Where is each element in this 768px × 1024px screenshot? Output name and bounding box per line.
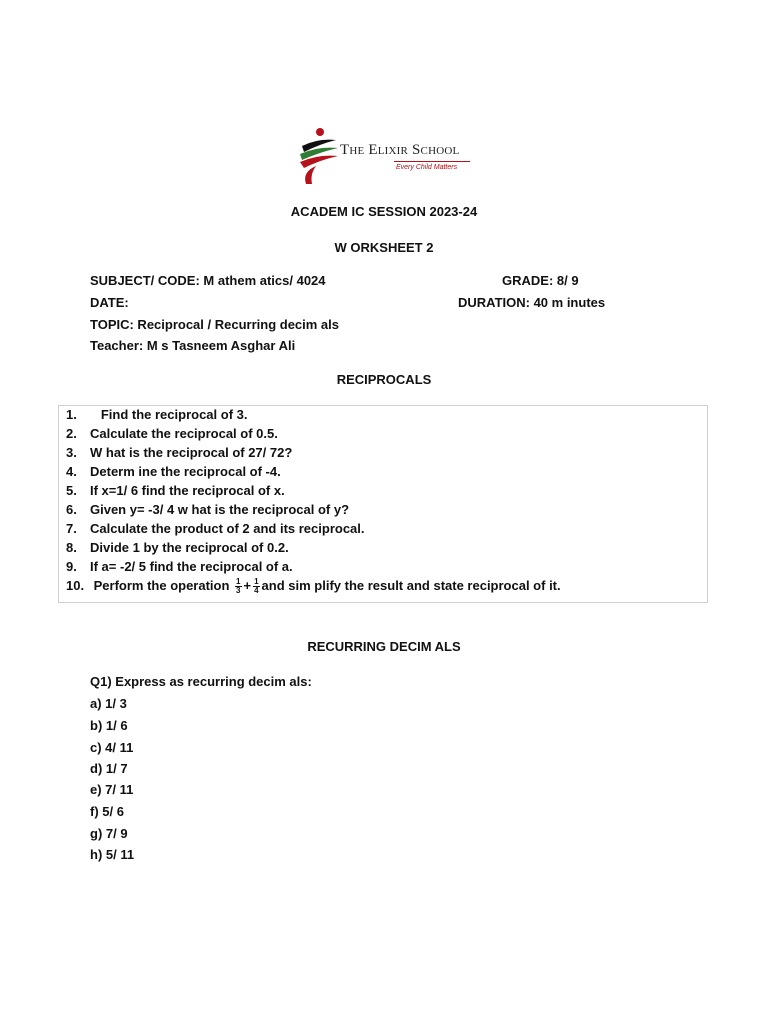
question-5 [66,483,285,498]
date: DATE: [90,295,129,310]
recurring-item: d) 1/ 7 [90,761,128,776]
question-3 [66,445,292,460]
question-number: 3. [66,445,77,460]
question-number: 4. [66,464,77,479]
question-number: 8. [66,540,77,555]
fraction-denominator: 4 [254,586,259,596]
question-number: 6. [66,502,77,517]
question-text: W hat is the reciprocal of 27/ 72? [90,445,293,460]
question-text: Divide 1 by the reciprocal of 0.2. [90,540,289,555]
topic: TOPIC: Reciprocal / Recurring decim als [90,317,340,332]
question-text: Given y= -3/ 4 w hat is the reciprocal of y? [90,502,350,517]
recurring-item: a) 1/ 3 [90,696,127,711]
subject-code: SUBJECT/ CODE: M athem atics/ 4024 [90,273,326,288]
fraction-numerator: 1 [254,577,259,587]
reciprocals-heading: RECIPROCALS [336,372,432,387]
logo-divider [394,161,470,162]
recurring-item: f) 5/ 6 [90,804,124,819]
school-tagline: Every Child Matters [396,164,458,171]
question-4 [66,464,281,479]
recurring-item: e) 7/ 11 [90,782,134,797]
school-emblem-icon [296,126,340,188]
question-number: 2. [66,426,77,441]
school-logo [296,126,476,188]
recurring-decimals-heading: RECURRING DECIM ALS [307,639,461,654]
fraction-numerator: 1 [236,577,241,587]
question-2 [66,426,278,441]
question-10 [66,578,561,595]
recurring-item: g) 7/ 9 [90,826,128,841]
question-text: Calculate the product of 2 and its reciprocal. [90,521,365,536]
question-number: 9. [66,559,77,574]
question-text: Determ ine the reciprocal of -4. [90,464,281,479]
grade: GRADE: 8/ 9 [502,273,579,288]
question-7 [66,521,365,536]
question-number: 1. [66,407,77,422]
recurring-item: h) 5/ 11 [90,847,135,862]
school-name: The Elixir School [340,142,460,158]
question-9 [66,559,293,574]
recurring-item: c) 4/ 11 [90,740,134,755]
academic-session: ACADEM IC SESSION 2023-24 [290,204,478,219]
question-number: 7. [66,521,77,536]
question-8 [66,540,289,555]
question-number: 5. [66,483,77,498]
question-text: Find the reciprocal of 3. [90,407,248,422]
question-number: 10. [66,578,85,593]
question-text: If a= -2/ 5 find the reciprocal of a. [90,559,293,574]
fraction-denominator: 3 [236,586,241,596]
plus-sign: + [243,578,252,593]
duration: DURATION: 40 m inutes [458,295,606,310]
question-text: Calculate the reciprocal of 0.5. [90,426,278,441]
question-text: If x=1/ 6 find the reciprocal of x. [90,483,285,498]
question-text-prefix: Perform the operation [93,578,230,593]
fraction-one-third [235,578,241,595]
question-text-suffix: and sim plify the result and state reciprocal of it. [261,578,561,593]
recurring-item: b) 1/ 6 [90,718,128,733]
worksheet-title: W ORKSHEET 2 [334,240,434,255]
teacher: Teacher: M s Tasneem Asghar Ali [90,338,296,353]
question-6 [66,502,349,517]
fraction-one-fourth [253,578,259,595]
question-1 [66,407,247,422]
recurring-q1: Q1) Express as recurring decim als: [90,674,312,689]
